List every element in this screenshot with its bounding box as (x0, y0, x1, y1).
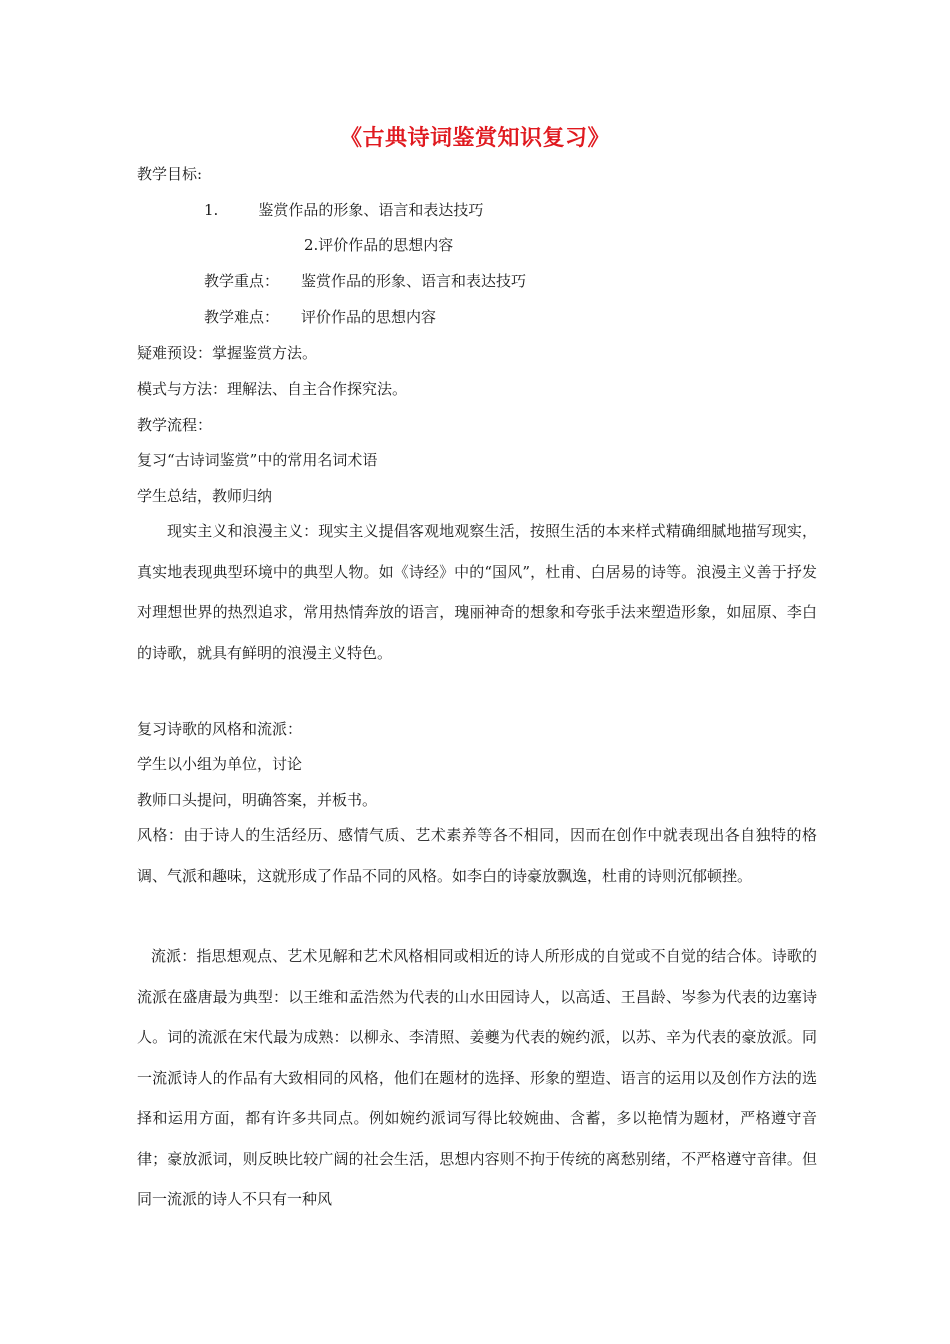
flow-heading: 教学流程： (137, 416, 213, 434)
style-heading: 复习诗歌的风格和流派： (137, 720, 303, 738)
realism-paragraph: 现实主义和浪漫主义：现实主义提倡客观地观察生活，按照生活的本来样式精确细腻地描写现实，真实地表现典型环境中的典型人物。如《诗经》中的“国风”，杜甫、白居易的诗等。浪漫主义善于抒发对理想世界的热烈追求，常用热情奔放的语言，瑰丽神奇的想象和夸张手法来塑造形象，如屈原、李白的诗歌，就具有鲜明的浪漫主义特色。 (137, 522, 817, 662)
key-point-text: 鉴赏作品的形象、语言和表达技巧 (301, 272, 527, 290)
style-paragraph: 风格：由于诗人的生活经历、感情气质、艺术素养等各不相同，因而在创作中就表现出各自独特的格调、气派和趣味，这就形成了作品不同的风格。如李白的诗豪放飘逸，杜甫的诗则沉郁顿挫。 (137, 826, 817, 885)
teacher-questions: 教师口头提问，明确答案，并板书。 (137, 791, 378, 809)
objective-2: 2.评价作品的思想内容 (304, 236, 454, 254)
difficulty-preset: 疑难预设：掌握鉴赏方法。 (137, 344, 318, 362)
teaching-method: 模式与方法：理解法、自主合作探究法。 (137, 380, 408, 398)
review-terms: 复习“古诗词鉴赏”中的常用名词术语 (137, 451, 378, 469)
student-summary: 学生总结，教师归纳 (137, 487, 273, 505)
difficulty (204, 307, 436, 327)
objective-1 (204, 200, 483, 220)
school-paragraph: 流派：指思想观点、艺术见解和艺术风格相同或相近的诗人所形成的自觉或不自觉的结合体。诗歌的流派在盛唐最为典型：以王维和孟浩然为代表的山水田园诗人，以高适、王昌龄、岑参为代表的边塞诗人。词的流派在宋代最为成熟：以柳永、李清照、姜夔为代表的婉约派，以苏、辛为代表的豪放派。同一流派诗人的作品有大致相同的风格，他们在题材的选择、形象的塑造、语言的运用以及创作方法的选择和运用方面，都有许多共同点。例如婉约派词写得比较婉曲、含蓄，多以艳情为题材，严格遵守音律；豪放派词，则反映比较广阔的社会生活，思想内容则不拘于传统的离愁别绪，不严格遵守音律。但同一流派的诗人不只有一种风 (137, 947, 817, 1208)
key-point-label: 教学重点： (204, 272, 280, 290)
objective-1-number: 1. (204, 201, 219, 219)
key-point (204, 271, 526, 291)
difficulty-text: 评价作品的思想内容 (301, 308, 437, 326)
document-title: 《古典诗词鉴赏知识复习》 (339, 125, 610, 151)
difficulty-label: 教学难点： (204, 308, 280, 326)
group-discussion: 学生以小组为单位，讨论 (137, 755, 303, 773)
objectives-heading: 教学目标: (137, 165, 203, 183)
objective-1-text: 鉴赏作品的形象、语言和表达技巧 (258, 201, 484, 219)
